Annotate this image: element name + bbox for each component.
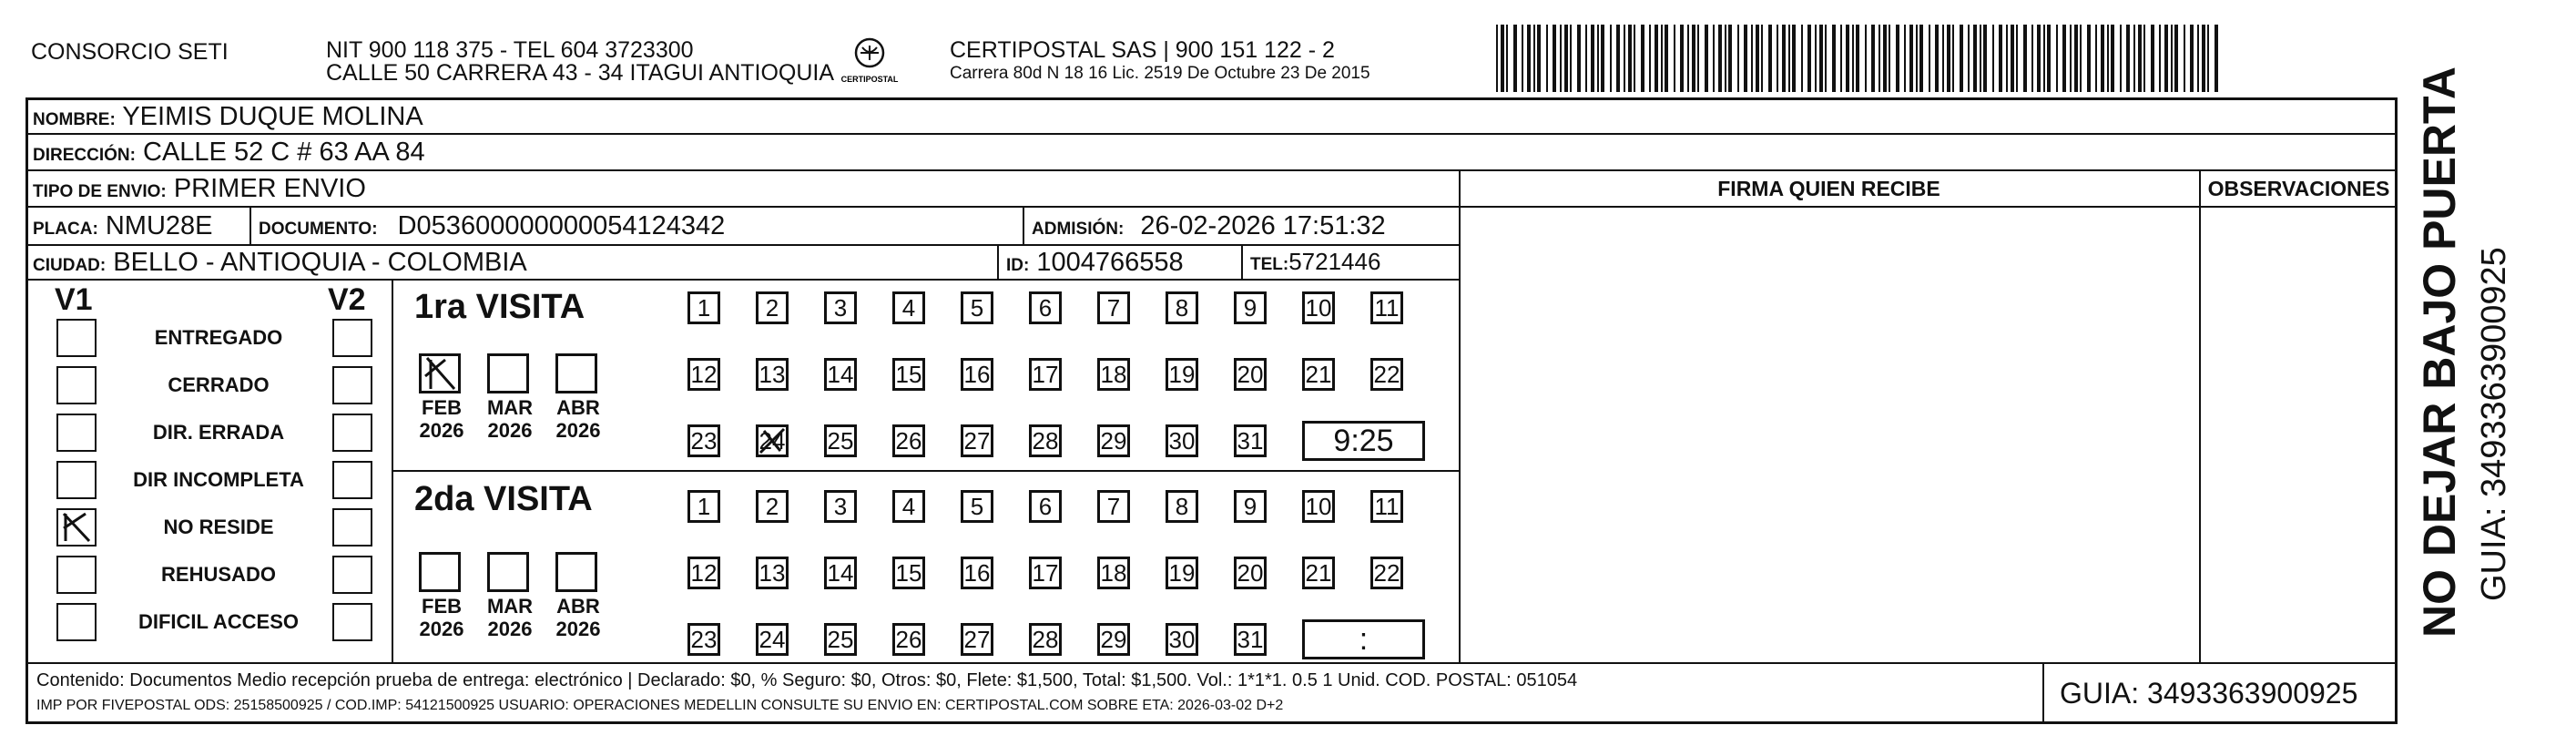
certipostal-line: CERTIPOSTAL SAS | 900 151 122 - 2 (950, 37, 1335, 63)
v2-checkbox[interactable] (332, 461, 372, 499)
status-label: ENTREGADO (154, 326, 283, 349)
nit-line: NIT 900 118 375 - TEL 604 3723300 (326, 37, 694, 63)
first-visit-day-box[interactable]: 29 (1097, 424, 1130, 457)
v1-label: V1 (55, 282, 93, 317)
second-visit-day-box[interactable]: 1 (687, 490, 720, 523)
first-visit-day-box[interactable]: 10 (1302, 291, 1335, 324)
v2-checkbox[interactable] (332, 366, 372, 404)
license-line: Carrera 80d N 18 16 Lic. 2519 De Octubre 23 De 2015 (950, 64, 1370, 83)
first-visit-day-box[interactable]: 17 (1029, 358, 1062, 391)
signature-header: FIRMA QUIEN RECIBE (1717, 177, 1940, 200)
v1-checkbox[interactable] (56, 603, 97, 641)
first-visit-month-checkbox[interactable] (555, 353, 597, 393)
first-visit-day-box[interactable]: 25 (824, 424, 857, 457)
first-visit-day-box[interactable]: 20 (1234, 358, 1267, 391)
plate-label: PLACA: (33, 220, 98, 239)
first-visit-day-box[interactable]: 30 (1166, 424, 1198, 457)
first-visit-day-box[interactable]: 19 (1166, 358, 1198, 391)
v2-checkbox[interactable] (332, 603, 372, 641)
tel-label: TEL: (1250, 255, 1289, 274)
second-visit-day-box[interactable]: 31 (1234, 623, 1267, 656)
status-label: DIR. ERRADA (152, 421, 285, 444)
tel-value: 5721446 (1288, 248, 1381, 275)
id-label: ID: (1006, 256, 1030, 275)
check-mark-icon (757, 425, 788, 456)
barcode (1496, 25, 2222, 92)
first-visit-day-box[interactable]: 31 (1234, 424, 1267, 457)
footer-guide: GUIA: 3493363900925 (2060, 677, 2358, 710)
second-visit-day-box[interactable]: 20 (1234, 557, 1267, 589)
status-label: CERRADO (168, 373, 270, 396)
status-label: DIFICIL ACCESO (137, 610, 299, 633)
city-field (33, 248, 527, 278)
certipostal-logo-icon (833, 35, 906, 89)
first-visit-title: 1ra VISITA (414, 288, 585, 326)
document-field (259, 211, 725, 241)
first-visit-day-box[interactable]: 7 (1097, 291, 1130, 324)
second-visit-day-box[interactable]: 21 (1302, 557, 1335, 589)
second-visit-day-box[interactable]: 26 (892, 623, 925, 656)
city-value: BELLO - ANTIOQUIA - COLOMBIA (113, 248, 527, 277)
first-visit-day-box[interactable]: 4 (892, 291, 925, 324)
second-visit-day-box[interactable]: 30 (1166, 623, 1198, 656)
first-visit-day-box[interactable]: 6 (1029, 291, 1062, 324)
v1-checkbox[interactable] (56, 461, 97, 499)
svg-text:CERTIPOSTAL: CERTIPOSTAL (840, 75, 899, 84)
status-label: REHUSADO (161, 563, 276, 586)
second-visit-day-box[interactable]: 6 (1029, 490, 1062, 523)
no-under-door-warning: NO DEJAR BAJO PUERTA (2414, 66, 2465, 638)
second-visit-day-box[interactable]: 8 (1166, 490, 1198, 523)
second-visit-day-box[interactable]: 22 (1370, 557, 1403, 589)
first-visit-day-box[interactable]: 16 (961, 358, 993, 391)
first-visit-month-label: MAR 2026 (486, 396, 534, 442)
v1-checkbox[interactable] (56, 556, 97, 594)
second-visit-day-box[interactable]: 14 (824, 557, 857, 589)
side-guide: GUIA: 3493363900925 (2475, 247, 2513, 601)
document-value: D053600000000054124342 (397, 211, 726, 240)
second-visit-day-box[interactable]: 4 (892, 490, 925, 523)
second-visit-day-box[interactable]: 16 (961, 557, 993, 589)
first-visit-day-box[interactable]: 14 (824, 358, 857, 391)
check-mark-icon (58, 510, 95, 545)
first-visit-day-box[interactable]: 21 (1302, 358, 1335, 391)
shipping-type-field (33, 174, 366, 204)
second-visit-day-box[interactable]: 13 (756, 557, 789, 589)
v2-checkbox[interactable] (332, 319, 372, 357)
company-name: CONSORCIO SETI (31, 39, 229, 65)
second-visit-month-label: MAR 2026 (486, 595, 534, 640)
first-visit-day-box[interactable]: 5 (961, 291, 993, 324)
second-visit-day-box[interactable]: 9 (1234, 490, 1267, 523)
second-visit-day-box[interactable]: 24 (756, 623, 789, 656)
first-visit-day-box[interactable]: 11 (1370, 291, 1403, 324)
id-value: 1004766558 (1036, 248, 1184, 277)
imp-line: IMP POR FIVEPOSTAL ODS: 25158500925 / COD.IMP: 54121500925 USUARIO: OPERACIONES MEDELLIN CONSULTE SU ENVIO EN: CERTIPOSTAL.COM SOBRE ETA: 2026-03-02 D+2 (36, 698, 1284, 713)
shipping-type-value: PRIMER ENVIO (173, 174, 366, 203)
v1-checkbox[interactable] (56, 414, 97, 452)
first-visit-day-box[interactable]: 26 (892, 424, 925, 457)
status-label: NO RESIDE (163, 516, 274, 538)
second-visit-time-box[interactable]: : (1302, 619, 1425, 659)
address-value: CALLE 52 C # 63 AA 84 (143, 138, 425, 167)
content-line: Contenido: Documentos Medio recepción prueba de entrega: electrónico | Declarado: $0, % Seguro: $0, Otros: $0, Flete: $1,500, Total: $1,500. Vol.: 1*1*1. 0.5 1 Unid. COD. POSTAL: 051054 (36, 670, 1578, 690)
v1-checkbox[interactable] (56, 319, 97, 357)
address-line: CALLE 50 CARRERA 43 - 34 ITAGUI ANTIOQUIA (326, 60, 835, 86)
second-visit-day-box[interactable]: 2 (756, 490, 789, 523)
first-visit-day-box[interactable]: 28 (1029, 424, 1062, 457)
check-mark-icon (422, 356, 458, 391)
second-visit-day-box[interactable]: 3 (824, 490, 857, 523)
first-visit-day-box[interactable]: 13 (756, 358, 789, 391)
v2-checkbox[interactable] (332, 414, 372, 452)
first-visit-month-checkbox[interactable] (487, 353, 529, 393)
address-label: DIRECCIÓN: (33, 146, 136, 165)
address-field (33, 138, 425, 168)
second-visit-month-label: FEB 2026 (419, 595, 464, 640)
second-visit-title: 2da VISITA (414, 480, 593, 518)
second-visit-day-box[interactable]: 7 (1097, 490, 1130, 523)
first-visit-day-box[interactable]: 12 (687, 358, 720, 391)
signature-area[interactable] (1461, 209, 2197, 660)
first-visit-day-box[interactable]: 8 (1166, 291, 1198, 324)
first-visit-day-box[interactable]: 18 (1097, 358, 1130, 391)
second-visit-day-box[interactable]: 25 (824, 623, 857, 656)
document-label: DOCUMENTO: (259, 220, 378, 239)
observations-area[interactable] (2202, 209, 2395, 660)
admission-label: ADMISIÓN: (1032, 220, 1125, 239)
city-label: CIUDAD: (33, 256, 107, 275)
observations-header: OBSERVACIONES (2207, 177, 2390, 200)
certipostal-logo (833, 35, 906, 89)
second-visit-day-box[interactable]: 19 (1166, 557, 1198, 589)
second-visit-day-box[interactable]: 11 (1370, 490, 1403, 523)
first-visit-day-box[interactable]: 23 (687, 424, 720, 457)
second-visit-day-box[interactable]: 5 (961, 490, 993, 523)
first-visit-month-label: ABR 2026 (555, 396, 601, 442)
first-visit-day-box[interactable]: 2 (756, 291, 789, 324)
admission-value: 26-02-2026 17:51:32 (1140, 211, 1386, 240)
shipping-type-label: TIPO DE ENVIO: (33, 182, 167, 201)
v1-checkbox[interactable] (56, 366, 97, 404)
first-visit-day-box[interactable]: 9 (1234, 291, 1267, 324)
v2-label: V2 (328, 282, 366, 317)
first-visit-month-label: FEB 2026 (419, 396, 464, 442)
first-visit-time-box[interactable]: 9:25 (1302, 421, 1425, 461)
v2-checkbox[interactable] (332, 556, 372, 594)
first-visit-month-checkbox[interactable] (419, 353, 461, 393)
name-field (33, 102, 423, 132)
first-visit-day-box[interactable]: 27 (961, 424, 993, 457)
first-visit-day-box[interactable]: 24 (756, 424, 789, 457)
status-label: DIR INCOMPLETA (133, 468, 304, 491)
second-visit-month-checkbox[interactable] (419, 552, 461, 592)
second-visit-day-box[interactable]: 12 (687, 557, 720, 589)
second-visit-day-box[interactable]: 29 (1097, 623, 1130, 656)
second-visit-day-box[interactable]: 23 (687, 623, 720, 656)
first-visit-day-box[interactable]: 15 (892, 358, 925, 391)
second-visit-month-checkbox[interactable] (487, 552, 529, 592)
name-label: NOMBRE: (33, 110, 116, 129)
second-visit-day-box[interactable]: 15 (892, 557, 925, 589)
plate-field (33, 211, 213, 241)
second-visit-month-checkbox[interactable] (555, 552, 597, 592)
id-field (1006, 248, 1184, 278)
admission-field (1032, 211, 1386, 241)
v2-checkbox[interactable] (332, 508, 372, 547)
second-visit-day-box[interactable]: 18 (1097, 557, 1130, 589)
second-visit-month-label: ABR 2026 (555, 595, 601, 640)
name-value: YEIMIS DUQUE MOLINA (122, 102, 423, 131)
second-visit-day-box[interactable]: 10 (1302, 490, 1335, 523)
plate-value: NMU28E (105, 211, 213, 240)
second-visit-day-box[interactable]: 28 (1029, 623, 1062, 656)
v1-checkbox[interactable] (56, 508, 97, 547)
first-visit-day-box[interactable]: 3 (824, 291, 857, 324)
first-visit-day-box[interactable]: 1 (687, 291, 720, 324)
second-visit-day-box[interactable]: 27 (961, 623, 993, 656)
second-visit-day-box[interactable]: 17 (1029, 557, 1062, 589)
first-visit-day-box[interactable]: 22 (1370, 358, 1403, 391)
tel-field (1250, 248, 1380, 276)
